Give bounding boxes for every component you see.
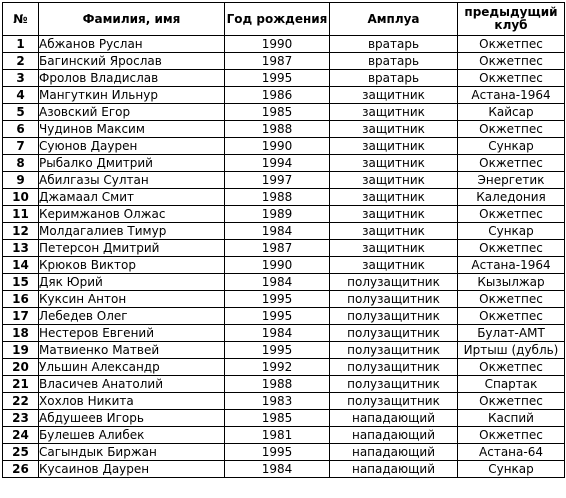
cell-num: 15 <box>3 274 39 291</box>
cell-club: Кайсар <box>458 104 565 121</box>
cell-name: Суюнов Даурен <box>39 138 225 155</box>
cell-club: Спартак <box>458 376 565 393</box>
cell-club: Сункар <box>458 223 565 240</box>
header-role: Амплуа <box>330 3 458 36</box>
cell-name: Матвиенко Матвей <box>39 342 225 359</box>
table-row <box>3 393 565 410</box>
cell-num: 25 <box>3 444 39 461</box>
cell-year: 1992 <box>225 359 330 376</box>
cell-num: 21 <box>3 376 39 393</box>
cell-role: вратарь <box>330 36 458 53</box>
header-row <box>3 3 565 36</box>
cell-name: Петерсон Дмитрий <box>39 240 225 257</box>
cell-year: 1985 <box>225 104 330 121</box>
cell-club: Каспий <box>458 410 565 427</box>
cell-year: 1995 <box>225 308 330 325</box>
cell-role: полузащитник <box>330 308 458 325</box>
cell-role: защитник <box>330 189 458 206</box>
cell-num: 23 <box>3 410 39 427</box>
cell-year: 1986 <box>225 87 330 104</box>
cell-club: Каледония <box>458 189 565 206</box>
cell-name: Дяк Юрий <box>39 274 225 291</box>
cell-name: Мангуткин Ильнур <box>39 87 225 104</box>
cell-year: 1985 <box>225 410 330 427</box>
cell-name: Булешев Алибек <box>39 427 225 444</box>
cell-name: Ульшин Александр <box>39 359 225 376</box>
table-row <box>3 36 565 53</box>
cell-num: 22 <box>3 393 39 410</box>
cell-num: 8 <box>3 155 39 172</box>
cell-year: 1984 <box>225 325 330 342</box>
cell-num: 26 <box>3 461 39 478</box>
cell-year: 1995 <box>225 342 330 359</box>
cell-num: 17 <box>3 308 39 325</box>
cell-name: Абжанов Руслан <box>39 36 225 53</box>
cell-num: 20 <box>3 359 39 376</box>
cell-role: защитник <box>330 240 458 257</box>
table-row <box>3 444 565 461</box>
table-row <box>3 223 565 240</box>
cell-club: Окжетпес <box>458 36 565 53</box>
cell-club: Астана-64 <box>458 444 565 461</box>
cell-num: 1 <box>3 36 39 53</box>
cell-role: защитник <box>330 223 458 240</box>
table-row <box>3 427 565 444</box>
table-row <box>3 410 565 427</box>
table-row <box>3 342 565 359</box>
cell-club: Окжетпес <box>458 393 565 410</box>
cell-club: Окжетпес <box>458 53 565 70</box>
cell-club: Окжетпес <box>458 291 565 308</box>
cell-role: защитник <box>330 172 458 189</box>
table-row <box>3 53 565 70</box>
cell-name: Кусаинов Даурен <box>39 461 225 478</box>
table-row <box>3 257 565 274</box>
cell-club: Иртыш (дубль) <box>458 342 565 359</box>
cell-role: полузащитник <box>330 274 458 291</box>
cell-num: 10 <box>3 189 39 206</box>
cell-num: 12 <box>3 223 39 240</box>
cell-club: Окжетпес <box>458 121 565 138</box>
cell-year: 1995 <box>225 291 330 308</box>
cell-year: 1984 <box>225 461 330 478</box>
cell-club: Окжетпес <box>458 70 565 87</box>
cell-num: 16 <box>3 291 39 308</box>
cell-role: защитник <box>330 104 458 121</box>
cell-num: 7 <box>3 138 39 155</box>
cell-role: полузащитник <box>330 393 458 410</box>
header-name: Фамилия, имя <box>39 3 225 36</box>
cell-num: 18 <box>3 325 39 342</box>
table-row <box>3 87 565 104</box>
table-row <box>3 155 565 172</box>
cell-name: Крюков Виктор <box>39 257 225 274</box>
cell-club: Окжетпес <box>458 359 565 376</box>
cell-role: защитник <box>330 206 458 223</box>
cell-role: защитник <box>330 138 458 155</box>
cell-name: Хохлов Никита <box>39 393 225 410</box>
cell-role: полузащитник <box>330 359 458 376</box>
cell-num: 3 <box>3 70 39 87</box>
cell-year: 1988 <box>225 189 330 206</box>
cell-num: 5 <box>3 104 39 121</box>
cell-club: Окжетпес <box>458 155 565 172</box>
cell-club: Окжетпес <box>458 308 565 325</box>
roster-body <box>3 36 565 478</box>
cell-role: нападающий <box>330 410 458 427</box>
cell-num: 4 <box>3 87 39 104</box>
table-row <box>3 461 565 478</box>
cell-name: Фролов Владислав <box>39 70 225 87</box>
cell-num: 11 <box>3 206 39 223</box>
cell-role: защитник <box>330 257 458 274</box>
cell-role: нападающий <box>330 444 458 461</box>
cell-role: полузащитник <box>330 325 458 342</box>
cell-club: Окжетпес <box>458 206 565 223</box>
cell-year: 1981 <box>225 427 330 444</box>
table-row <box>3 138 565 155</box>
cell-club: Окжетпес <box>458 427 565 444</box>
cell-name: Сагындык Биржан <box>39 444 225 461</box>
table-row <box>3 274 565 291</box>
cell-club: Кызылжар <box>458 274 565 291</box>
table-row <box>3 325 565 342</box>
cell-role: защитник <box>330 121 458 138</box>
cell-club: Сункар <box>458 461 565 478</box>
cell-year: 1987 <box>225 240 330 257</box>
cell-year: 1995 <box>225 70 330 87</box>
cell-year: 1995 <box>225 444 330 461</box>
header-year: Год рождения <box>225 3 330 36</box>
cell-name: Джамаал Смит <box>39 189 225 206</box>
cell-year: 1989 <box>225 206 330 223</box>
cell-year: 1994 <box>225 155 330 172</box>
cell-year: 1984 <box>225 223 330 240</box>
roster-table <box>2 2 565 478</box>
cell-name: Нестеров Евгений <box>39 325 225 342</box>
cell-name: Керимжанов Олжас <box>39 206 225 223</box>
cell-year: 1990 <box>225 257 330 274</box>
table-row <box>3 104 565 121</box>
cell-club: Астана-1964 <box>458 257 565 274</box>
cell-num: 6 <box>3 121 39 138</box>
cell-club: Астана-1964 <box>458 87 565 104</box>
cell-name: Абилгазы Султан <box>39 172 225 189</box>
cell-role: полузащитник <box>330 376 458 393</box>
cell-name: Рыбалко Дмитрий <box>39 155 225 172</box>
cell-name: Азовский Егор <box>39 104 225 121</box>
cell-name: Лебедев Олег <box>39 308 225 325</box>
cell-name: Багинский Ярослав <box>39 53 225 70</box>
cell-name: Куксин Антон <box>39 291 225 308</box>
table-row <box>3 376 565 393</box>
cell-role: нападающий <box>330 427 458 444</box>
table-row <box>3 359 565 376</box>
cell-num: 9 <box>3 172 39 189</box>
cell-role: нападающий <box>330 461 458 478</box>
cell-name: Чудинов Максим <box>39 121 225 138</box>
table-row <box>3 291 565 308</box>
cell-role: защитник <box>330 87 458 104</box>
cell-role: вратарь <box>330 53 458 70</box>
cell-year: 1988 <box>225 376 330 393</box>
cell-year: 1983 <box>225 393 330 410</box>
table-row <box>3 206 565 223</box>
cell-year: 1990 <box>225 138 330 155</box>
cell-role: защитник <box>330 155 458 172</box>
cell-year: 1987 <box>225 53 330 70</box>
header-num: № <box>3 3 39 36</box>
cell-role: полузащитник <box>330 342 458 359</box>
cell-year: 1997 <box>225 172 330 189</box>
cell-name: Молдагалиев Тимур <box>39 223 225 240</box>
cell-club: Энергетик <box>458 172 565 189</box>
cell-club: Окжетпес <box>458 240 565 257</box>
cell-role: полузащитник <box>330 291 458 308</box>
cell-name: Власичев Анатолий <box>39 376 225 393</box>
cell-year: 1988 <box>225 121 330 138</box>
table-row <box>3 70 565 87</box>
cell-num: 14 <box>3 257 39 274</box>
cell-num: 2 <box>3 53 39 70</box>
table-row <box>3 189 565 206</box>
table-row <box>3 121 565 138</box>
cell-num: 13 <box>3 240 39 257</box>
table-row <box>3 308 565 325</box>
cell-name: Абдушеев Игорь <box>39 410 225 427</box>
cell-year: 1990 <box>225 36 330 53</box>
cell-year: 1984 <box>225 274 330 291</box>
table-row <box>3 240 565 257</box>
cell-num: 24 <box>3 427 39 444</box>
header-club: предыдущий клуб <box>458 3 565 36</box>
cell-num: 19 <box>3 342 39 359</box>
cell-club: Сункар <box>458 138 565 155</box>
cell-role: вратарь <box>330 70 458 87</box>
table-row <box>3 172 565 189</box>
cell-club: Булат-АМТ <box>458 325 565 342</box>
